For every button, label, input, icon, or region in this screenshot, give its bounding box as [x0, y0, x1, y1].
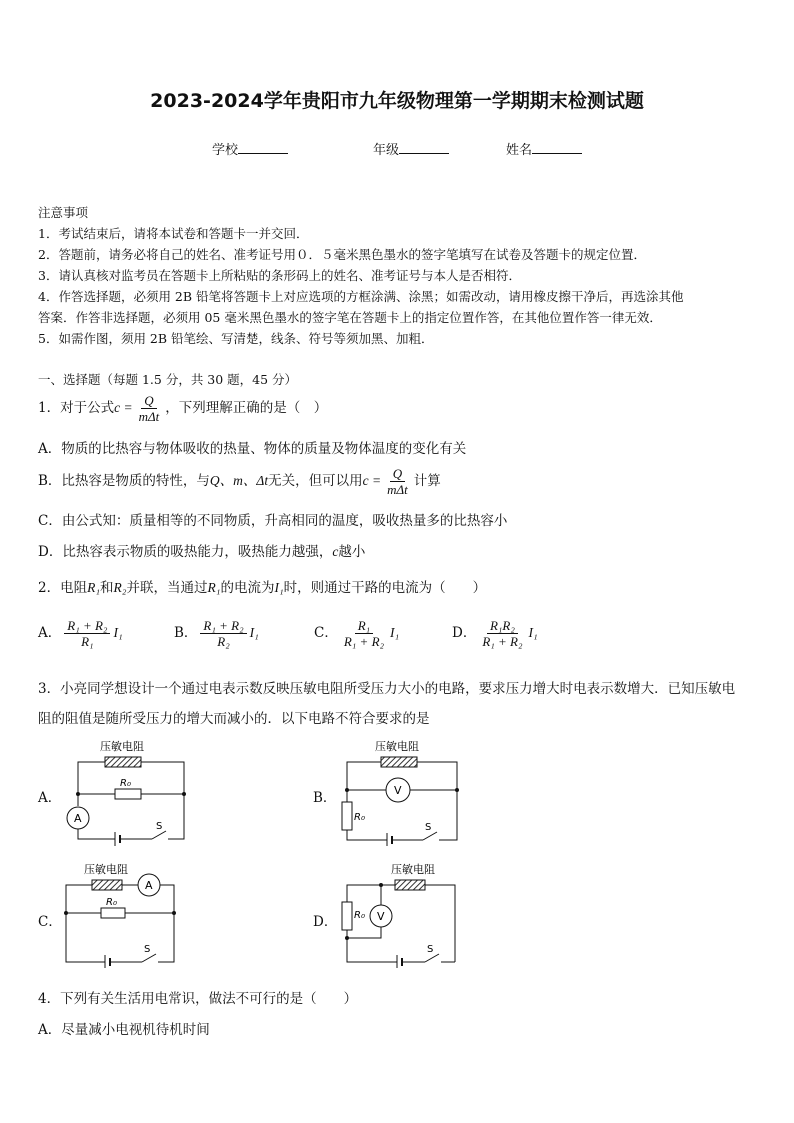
switch-label: S	[425, 822, 432, 833]
q2-b-fraction	[200, 618, 246, 649]
voltmeter-label: V	[377, 910, 385, 923]
q2-d-num: R₁R₂	[487, 618, 518, 634]
name-label: 姓名	[506, 143, 533, 158]
circuit-diagram-c	[60, 860, 185, 968]
q1-b-mid: 无关，但可以用	[268, 473, 363, 489]
wire	[160, 885, 174, 913]
school-field	[212, 139, 288, 158]
grade-label: 年级	[373, 143, 400, 158]
q1-b-post: 计算	[413, 473, 441, 489]
pressure-sensor-resistor	[395, 880, 425, 890]
question-1-stem	[38, 393, 327, 424]
q4-option-a: A．尽量减小电视机待机时间	[38, 1022, 210, 1038]
q2-a-den: R₁	[81, 634, 94, 649]
q2-b-den: R₂	[217, 634, 230, 649]
wire	[347, 762, 381, 790]
note-item: 1．考试结束后，请将本试卷和答题卡一并交回．	[38, 226, 309, 241]
wire	[66, 885, 92, 913]
q2-r2: R₂	[113, 580, 127, 595]
r0-resistor	[342, 902, 352, 930]
q1-option-c: C．由公式知：质量相等的不同物质，升高相同的温度，吸收热量多的比热容小	[38, 513, 508, 529]
q2-c-fraction	[341, 618, 387, 649]
question-2-stem	[38, 576, 486, 596]
q1-b-pre: B．比热容是物质的特性，与	[38, 473, 210, 489]
q1-formula-fraction	[136, 393, 163, 424]
q2-b-num: R₁ + R₂	[200, 618, 246, 634]
r0-resistor	[342, 802, 352, 830]
q1-b-num: Q	[390, 466, 405, 482]
q3-option-b-label: B．	[313, 790, 337, 806]
r0-label: R₀	[120, 778, 131, 789]
question-3-line-1: 3．小亮同学想设计一个通过电表示数反映压敏电阻所受压力大小的电路，要求压力增大时电表示数增大．已知压敏电	[38, 681, 736, 697]
q2-r1: R₁	[87, 580, 101, 595]
q2-option-d	[452, 618, 538, 649]
q1-b-den: mΔt	[387, 482, 408, 497]
switch	[425, 954, 439, 962]
q1-b-fraction	[384, 466, 411, 497]
q1-d-pre: D．比热容表示物质的吸热能力，吸热能力越强，	[38, 544, 333, 560]
name-blank	[532, 141, 582, 154]
q1-d-var: c	[332, 544, 339, 559]
switch-label: S	[427, 944, 434, 955]
sensor-label: 压敏电阻	[100, 740, 144, 753]
section-heading: 一、选择题（每题 1.5 分，共 30 题，45 分）	[38, 372, 298, 387]
circuit-diagram-b	[335, 738, 465, 846]
q2-a-tail: I₁	[113, 625, 123, 640]
wire	[78, 829, 115, 839]
q2-b-label: B．	[174, 625, 198, 641]
q2-mid2: 的电流为	[220, 580, 275, 596]
note-item: 2．答题前，请务必将自己的姓名、准考证号用０．５毫米黑色墨水的签字笔填写在试卷及答题卡的规定位置．	[38, 247, 646, 262]
page-title: 2023-2024学年贵阳市九年级物理第一学期期末检测试题	[150, 90, 644, 112]
q2-d-tail: I₁	[528, 625, 538, 640]
q2-c-num: R₁	[355, 618, 373, 634]
q2-option-a	[38, 618, 123, 649]
r0-label: R₀	[354, 910, 365, 921]
switch-label: S	[144, 944, 151, 955]
switch	[423, 832, 437, 840]
switch-label: S	[156, 821, 163, 832]
wire	[66, 913, 105, 962]
wire	[141, 762, 184, 794]
wire	[78, 762, 105, 794]
q1-b-formula-lhs: c =	[362, 473, 382, 488]
school-label: 学校	[212, 143, 239, 158]
q3-option-d-label: D．	[313, 914, 338, 930]
circuit-diagram-a	[60, 738, 195, 846]
q3-option-c-label: C．	[38, 914, 62, 930]
wire	[347, 885, 395, 902]
wire	[417, 762, 457, 790]
note-item: 5．如需作图，须用 2B 铅笔绘、写清楚，线条、符号等须加黑、加粗．	[38, 331, 434, 346]
question-4-stem: 4．下列有关生活用电常识，做法不可行的是（ ）	[38, 991, 358, 1007]
switch	[152, 831, 166, 839]
grade-blank	[399, 141, 449, 154]
q1-b-vars: Q、m、Δt	[209, 473, 269, 488]
q2-i1: I₁	[274, 580, 284, 595]
voltmeter-label: V	[394, 784, 402, 797]
ammeter-label: A	[74, 812, 82, 825]
q2-c-label: C．	[314, 625, 338, 641]
q3-option-a-label: A．	[38, 790, 62, 806]
sensor-label: 压敏电阻	[84, 863, 128, 876]
q2-c-tail: I₁	[390, 625, 400, 640]
r0-label: R₀	[354, 812, 365, 823]
q1-formula-num: Q	[141, 393, 156, 409]
sensor-label: 压敏电阻	[391, 863, 435, 876]
r0-label: R₀	[106, 897, 117, 908]
pressure-sensor-resistor	[92, 880, 122, 890]
q1-option-d	[38, 540, 365, 560]
pressure-sensor-resistor	[105, 757, 141, 767]
r0-resistor	[115, 789, 141, 799]
grade-field	[373, 139, 449, 158]
q1-formula-den: mΔt	[138, 409, 160, 424]
q2-c-den: R₁ + R₂	[343, 634, 385, 649]
q2-pre: 2．电阻	[38, 580, 88, 596]
question-3-line-2: 阻的阻值是随所受压力的增大而减小的．以下电路不符合要求的是	[38, 711, 430, 727]
q1-option-b	[38, 466, 441, 497]
school-blank	[238, 141, 288, 154]
wire	[168, 794, 184, 839]
wire	[158, 913, 174, 962]
note-item: 3．请认真核对监考员在答题卡上所粘贴的条形码上的姓名、准考证号与本人是否相符．	[38, 268, 521, 283]
ammeter-label: A	[145, 879, 153, 892]
q2-a-num: R₁ + R₂	[64, 618, 110, 634]
r0-resistor	[101, 908, 125, 918]
q2-d-fraction	[479, 618, 525, 649]
q2-mid: 并联，当通过	[126, 580, 208, 596]
q2-option-c	[314, 618, 399, 649]
q1-d-post: 越小	[338, 544, 366, 560]
q2-d-label: D．	[452, 625, 477, 641]
notes-heading: 注意事项	[38, 205, 89, 220]
circuit-diagram-d	[335, 860, 465, 968]
q1-pre: 1．对于公式	[38, 400, 115, 416]
note-item: 4．作答选择题，必须用 2B 铅笔将答题卡上对应选项的方框涂满、涂黑；如需改动，请用橡皮擦干净后，再选涂其他	[38, 289, 684, 304]
switch	[142, 954, 156, 962]
wire	[347, 938, 397, 962]
q2-a-label: A．	[38, 625, 62, 641]
q2-r1-again: R₁	[207, 580, 221, 595]
wire	[439, 790, 457, 840]
q2-and: 和	[100, 580, 114, 596]
q2-post: 时，则通过干路的电流为（ ）	[283, 580, 487, 596]
q2-a-fraction	[64, 618, 110, 649]
note-item: 答案．作答非选择题，必须用 05 毫米黑色墨水的签字笔在答题卡上的指定位置作答，在其他位置作答一律无效．	[38, 310, 662, 325]
pressure-sensor-resistor	[381, 757, 417, 767]
wire	[347, 830, 387, 840]
sensor-label: 压敏电阻	[375, 740, 419, 753]
q1-formula-lhs: c =	[114, 400, 133, 415]
q2-option-b	[174, 618, 259, 649]
q1-post: ，下列理解正确的是（ ）	[165, 400, 328, 416]
q2-d-den: R₁ + R₂	[482, 634, 523, 649]
q1-option-a: A．物质的比热容与物体吸收的热量、物体的质量及物体温度的变化有关	[38, 441, 467, 457]
q2-b-tail: I₁	[249, 625, 259, 640]
name-field	[506, 139, 582, 158]
